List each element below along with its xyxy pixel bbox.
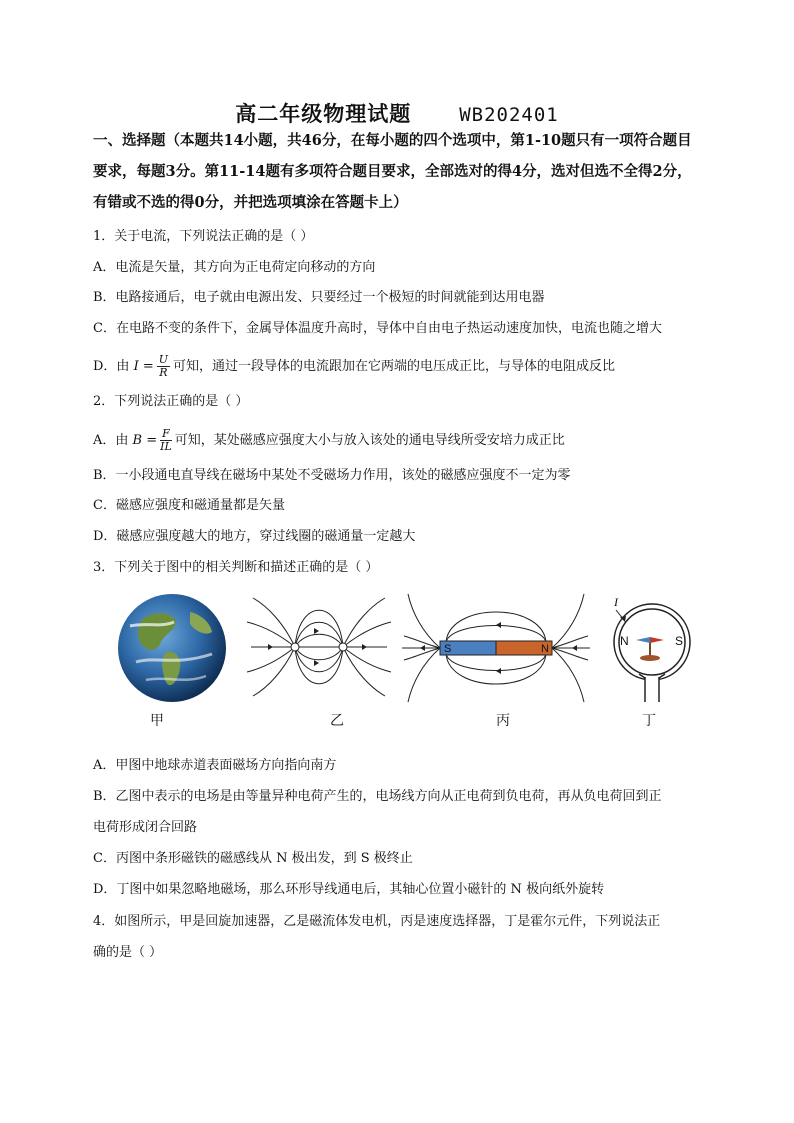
q2-a-prefix: A．由 — [93, 433, 129, 448]
q1-d-fraction — [157, 354, 170, 379]
q2-a-numerator: F — [162, 427, 170, 440]
q1-d-formula-lhs: I = — [133, 359, 154, 374]
q2-option-c: C．磁感应强度和磁通量都是矢量 — [93, 498, 285, 513]
q1-option-c: C．在电路不变的条件下，金属导体温度升高时，导体中自由电子热运动速度加快，电流也随之增大 — [93, 321, 662, 336]
q1-stem: 1．关于电流，下列说法正确的是（ ） — [93, 229, 314, 244]
magnet-n-label: N — [541, 643, 549, 655]
q3-option-a: A．甲图中地球赤道表面磁场方向指向南方 — [93, 758, 337, 773]
q3-option-d: D．丁图中如果忽略地磁场，那么环形导线通电后，其轴心位置小磁针的 N 极向纸外旋转 — [93, 882, 605, 897]
compass-s-label: S — [675, 634, 684, 648]
compass-n-label: N — [620, 634, 629, 648]
q2-a-suffix: 可知，某处磁感应强度大小与放入该处的通电导线所受安培力成正比 — [174, 433, 565, 448]
q3-option-b-line1: B．乙图中表示的电场是由等量异种电荷产生的，电场线方向从正电荷到负电荷，再从负电荷回到正 — [93, 789, 662, 804]
q2-option-b: B．一小段通电直导线在磁场中某处不受磁场力作用，该处的磁感应强度不一定为零 — [93, 468, 571, 483]
q1-option-d — [93, 354, 615, 379]
q4-stem-line2: 确的是（ ） — [93, 945, 163, 960]
figure-bar-magnet — [402, 592, 590, 704]
q3-stem: 3．下列关于图中的相关判断和描述正确的是（ ） — [93, 560, 379, 575]
q1-option-b: B．电路接通后，电子就由电源出发、只要经过一个极短的时间就能到达用电器 — [93, 290, 545, 305]
section-heading: 一、选择题（本题共14小题，共46分，在每小题的四个选项中，第1-10题只有一项符合题目要求，每题3分。第11-14题有多项符合题目要求，全部选对的得4分，选对但选不全得2分，有错或不选的得0分，并把选项填涂在答题卡上） — [93, 132, 692, 211]
q3-option-c: C．丙图中条形磁铁的磁感线从 N 极出发，到 S 极终止 — [93, 851, 413, 866]
exam-title: 高二年级物理试题 — [235, 101, 412, 126]
figure-earth — [116, 592, 228, 704]
q2-a-formula-lhs: B = — [132, 433, 158, 448]
q2-option-d: D．磁感应强度越大的地方，穿过线圈的磁通量一定越大 — [93, 529, 416, 544]
q1-d-denominator: R — [159, 366, 168, 379]
q1-d-numerator: U — [158, 353, 169, 366]
figure-label-ding: 丁 — [642, 713, 656, 729]
figure-label-jia: 甲 — [150, 713, 164, 729]
exam-code: WB202401 — [459, 104, 559, 126]
figure-label-yi: 乙 — [330, 713, 344, 729]
figure-label-bing: 丙 — [496, 713, 510, 729]
page-title — [0, 98, 794, 128]
q1-d-suffix: 可知，通过一段导体的电流跟加在它两端的电压成正比，与导体的电阻成反比 — [173, 359, 616, 374]
current-label: I — [614, 595, 618, 609]
q1-option-a: A．电流是矢量，其方向为正电荷定向移动的方向 — [93, 260, 376, 275]
q2-stem: 2．下列说法正确的是（ ） — [93, 394, 249, 409]
q2-a-fraction — [160, 428, 172, 453]
q2-a-denominator: IL — [160, 440, 172, 453]
q1-d-prefix: D．由 — [93, 359, 130, 374]
figure-dipole-field — [243, 592, 395, 702]
q4-stem-line1: 4．如图所示，甲是回旋加速器，乙是磁流体发电机，丙是速度选择器，丁是霍尔元件，下列说法正 — [93, 914, 661, 929]
q3-option-b-line2: 电荷形成闭合回路 — [93, 820, 198, 835]
magnet-s-label: S — [444, 643, 452, 655]
figure-current-loop — [604, 592, 700, 704]
q2-option-a — [93, 428, 565, 453]
